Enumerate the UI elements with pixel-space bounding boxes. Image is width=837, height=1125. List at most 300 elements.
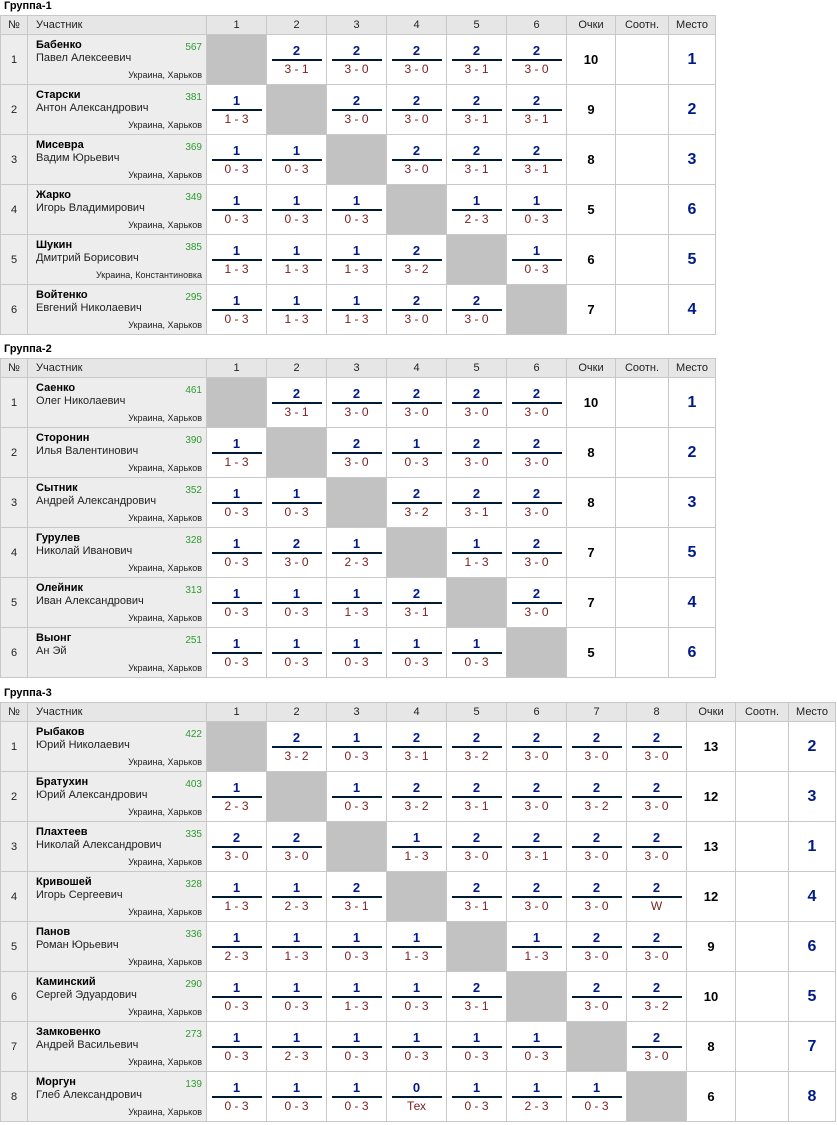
match-result-cell[interactable] (267, 722, 327, 772)
final-place: 5 (669, 235, 716, 285)
match-result-cell[interactable] (387, 85, 447, 135)
result-divider (212, 652, 262, 654)
participant-cell[interactable] (28, 528, 207, 578)
result-divider (332, 402, 382, 404)
match-points: 1 (292, 635, 301, 651)
match-result-cell[interactable] (507, 35, 567, 85)
match-result-cell[interactable] (327, 972, 387, 1022)
match-result-cell[interactable] (267, 872, 327, 922)
participant-surname[interactable]: Сытник (36, 482, 78, 494)
participant-rating: 295 (185, 292, 202, 303)
participant-cell[interactable] (28, 578, 207, 628)
match-score: 3 - 0 (524, 604, 549, 619)
participant-name: Ан Эй (36, 645, 67, 657)
ratio-cell (616, 235, 669, 285)
match-result-cell[interactable] (507, 428, 567, 478)
result-divider (572, 896, 622, 898)
result-divider (272, 209, 322, 211)
result-divider (272, 259, 322, 261)
row-number: 1 (1, 35, 28, 85)
match-score: 3 - 0 (584, 848, 609, 863)
match-result-cell[interactable] (207, 972, 267, 1022)
ratio-cell (616, 135, 669, 185)
row-number: 6 (1, 285, 28, 335)
match-score: 0 - 3 (224, 504, 249, 519)
result-divider (512, 1046, 562, 1048)
match-points: 2 (472, 385, 481, 401)
match-result-cell[interactable] (327, 528, 387, 578)
match-score: 3 - 2 (404, 504, 429, 519)
participant-cell[interactable] (28, 922, 207, 972)
participant-surname[interactable]: Старски (36, 89, 81, 101)
match-result-cell[interactable] (207, 578, 267, 628)
result-divider (272, 946, 322, 948)
match-result-cell[interactable] (327, 428, 387, 478)
match-result-cell[interactable] (507, 1072, 567, 1122)
match-result-cell[interactable] (507, 378, 567, 428)
match-result-cell[interactable] (507, 872, 567, 922)
match-points: 1 (232, 435, 241, 451)
self-match-cell (627, 1072, 687, 1122)
match-result-cell[interactable] (267, 922, 327, 972)
participant-cell[interactable] (28, 1022, 207, 1072)
match-score: 3 - 0 (464, 311, 489, 326)
match-result-cell[interactable] (207, 135, 267, 185)
match-result-cell[interactable] (507, 772, 567, 822)
match-points: 2 (412, 585, 421, 601)
result-divider (512, 1096, 562, 1098)
participant-surname[interactable]: Сторонин (36, 432, 90, 444)
match-result-cell[interactable] (327, 1022, 387, 1072)
participant-name: Олег Николаевич (36, 395, 126, 407)
match-result-cell[interactable] (207, 822, 267, 872)
participant-surname[interactable]: Войтенко (36, 289, 88, 301)
self-match-cell (447, 578, 507, 628)
table-row (1, 972, 836, 1022)
participant-rating: 139 (185, 1079, 202, 1090)
match-result-cell[interactable] (327, 85, 387, 135)
match-result-cell[interactable] (327, 35, 387, 85)
participant-rating: 335 (185, 829, 202, 840)
match-result-cell[interactable] (627, 822, 687, 872)
self-match-cell (507, 628, 567, 678)
match-score: 3 - 0 (224, 848, 249, 863)
match-result-cell[interactable] (387, 628, 447, 678)
participant-cell[interactable] (28, 872, 207, 922)
header-points: Очки (567, 16, 616, 35)
match-result-cell[interactable] (507, 135, 567, 185)
final-place: 8 (789, 1072, 836, 1122)
header-opponent-4: 4 (387, 359, 447, 378)
participant-cell[interactable] (28, 235, 207, 285)
header-ratio: Соотн. (616, 359, 669, 378)
match-result-cell[interactable] (207, 1072, 267, 1122)
match-result-cell[interactable] (507, 235, 567, 285)
result-divider (392, 1046, 442, 1048)
match-score: 3 - 2 (644, 998, 669, 1013)
result-divider (512, 796, 562, 798)
match-result-cell[interactable] (447, 428, 507, 478)
match-result-cell[interactable] (267, 1022, 327, 1072)
match-result-cell[interactable] (567, 972, 627, 1022)
match-points: 2 (472, 879, 481, 895)
result-divider (332, 946, 382, 948)
match-result-cell[interactable] (447, 628, 507, 678)
match-result-cell[interactable] (387, 35, 447, 85)
match-result-cell[interactable] (447, 378, 507, 428)
match-result-cell[interactable] (507, 722, 567, 772)
final-place: 6 (669, 185, 716, 235)
match-result-cell[interactable] (327, 872, 387, 922)
row-number: 5 (1, 922, 28, 972)
match-result-cell[interactable] (267, 972, 327, 1022)
match-result-cell[interactable] (387, 578, 447, 628)
result-divider (272, 996, 322, 998)
header-num: № (1, 359, 28, 378)
match-result-cell[interactable] (447, 185, 507, 235)
match-result-cell[interactable] (207, 85, 267, 135)
match-score: 1 - 3 (224, 454, 249, 469)
result-divider (212, 209, 262, 211)
match-score: 0 - 3 (344, 798, 369, 813)
match-result-cell[interactable] (507, 822, 567, 872)
match-result-cell[interactable] (387, 135, 447, 185)
match-result-cell[interactable] (267, 478, 327, 528)
participant-city: Украина, Харьков (128, 857, 202, 867)
match-result-cell[interactable] (267, 135, 327, 185)
match-result-cell[interactable] (267, 1072, 327, 1122)
match-result-cell[interactable] (387, 428, 447, 478)
match-points: 2 (412, 779, 421, 795)
match-points: 1 (352, 979, 361, 995)
participant-surname[interactable]: Гурулев (36, 532, 81, 544)
self-match-cell (387, 185, 447, 235)
match-result-cell[interactable] (627, 972, 687, 1022)
match-result-cell[interactable] (267, 578, 327, 628)
match-result-cell[interactable] (387, 1072, 447, 1122)
final-place: 4 (669, 285, 716, 335)
result-divider (452, 1046, 502, 1048)
match-result-cell[interactable] (387, 722, 447, 772)
match-result-cell[interactable] (447, 872, 507, 922)
participant-city: Украина, Харьков (128, 413, 202, 423)
match-result-cell[interactable] (327, 722, 387, 772)
group-title: Группа-2 (4, 343, 52, 355)
participant-rating: 390 (185, 435, 202, 446)
match-result-cell[interactable] (387, 478, 447, 528)
participant-surname[interactable]: Кривошей (36, 876, 92, 888)
match-result-cell[interactable] (327, 772, 387, 822)
header-num: № (1, 16, 28, 35)
match-result-cell[interactable] (507, 1022, 567, 1072)
match-result-cell[interactable] (567, 822, 627, 872)
participant-cell[interactable] (28, 35, 207, 85)
result-divider (572, 946, 622, 948)
match-result-cell[interactable] (447, 528, 507, 578)
participant-cell[interactable] (28, 285, 207, 335)
match-score: 3 - 1 (464, 898, 489, 913)
result-divider (512, 109, 562, 111)
match-result-cell[interactable] (447, 85, 507, 135)
participant-name: Иван Александрович (36, 595, 144, 607)
result-divider (332, 602, 382, 604)
match-result-cell[interactable] (267, 235, 327, 285)
match-score: 1 - 3 (284, 261, 309, 276)
match-result-cell[interactable] (387, 285, 447, 335)
row-number: 3 (1, 135, 28, 185)
match-result-cell[interactable] (387, 772, 447, 822)
participant-cell[interactable] (28, 972, 207, 1022)
match-score: 0 - 3 (284, 161, 309, 176)
match-result-cell[interactable] (327, 235, 387, 285)
match-points: 0 (412, 1079, 421, 1095)
match-result-cell[interactable] (387, 922, 447, 972)
match-points: 1 (472, 1079, 481, 1095)
match-result-cell[interactable] (567, 722, 627, 772)
result-divider (392, 452, 442, 454)
match-score: 0 - 3 (404, 1048, 429, 1063)
match-result-cell[interactable] (207, 772, 267, 822)
match-points: 1 (352, 1079, 361, 1095)
match-result-cell[interactable] (447, 1022, 507, 1072)
match-result-cell[interactable] (447, 285, 507, 335)
header-row (1, 16, 716, 35)
match-result-cell[interactable] (207, 478, 267, 528)
match-score: 0 - 3 (224, 604, 249, 619)
match-result-cell[interactable] (267, 35, 327, 85)
result-divider (272, 1046, 322, 1048)
match-result-cell[interactable] (267, 378, 327, 428)
match-score: 0 - 3 (344, 948, 369, 963)
match-points: 1 (232, 1029, 241, 1045)
match-score: 3 - 0 (404, 161, 429, 176)
participant-surname[interactable]: Панов (36, 926, 71, 938)
match-result-cell[interactable] (327, 285, 387, 335)
participant-cell[interactable] (28, 378, 207, 428)
match-score: 3 - 0 (524, 898, 549, 913)
total-points: 6 (687, 1072, 736, 1122)
participant-surname[interactable]: Шукин (36, 239, 73, 251)
match-score: 3 - 1 (404, 604, 429, 619)
row-number: 6 (1, 972, 28, 1022)
match-result-cell[interactable] (627, 872, 687, 922)
result-divider (332, 1096, 382, 1098)
match-result-cell[interactable] (507, 922, 567, 972)
participant-surname[interactable]: Выонг (36, 632, 72, 644)
table-row (1, 628, 716, 678)
match-result-cell[interactable] (207, 235, 267, 285)
result-divider (512, 452, 562, 454)
match-result-cell[interactable] (327, 378, 387, 428)
match-points: 1 (292, 1029, 301, 1045)
participant-surname[interactable]: Бабенко (36, 39, 82, 51)
participant-cell[interactable] (28, 478, 207, 528)
match-result-cell[interactable] (627, 922, 687, 972)
match-score: 3 - 1 (284, 61, 309, 76)
match-points: 2 (652, 779, 661, 795)
participant-surname[interactable]: Рыбаков (36, 726, 85, 738)
match-score: 3 - 0 (584, 748, 609, 763)
match-result-cell[interactable] (567, 1072, 627, 1122)
participant-cell[interactable] (28, 85, 207, 135)
header-participant: Участник (28, 16, 207, 35)
match-score: 2 - 3 (464, 211, 489, 226)
match-result-cell[interactable] (207, 872, 267, 922)
match-result-cell[interactable] (267, 528, 327, 578)
participant-surname[interactable]: Каминский (36, 976, 96, 988)
result-divider (572, 1096, 622, 1098)
match-points: 1 (412, 929, 421, 945)
match-result-cell[interactable] (567, 772, 627, 822)
participant-cell[interactable] (28, 772, 207, 822)
match-result-cell[interactable] (627, 1022, 687, 1072)
match-score: 2 - 3 (224, 948, 249, 963)
match-score: 2 - 3 (284, 898, 309, 913)
match-score: 3 - 1 (464, 61, 489, 76)
match-score: 3 - 0 (464, 454, 489, 469)
match-result-cell[interactable] (447, 722, 507, 772)
match-score: 1 - 3 (224, 898, 249, 913)
final-place: 2 (669, 85, 716, 135)
match-score: 0 - 3 (524, 211, 549, 226)
match-points: 2 (472, 729, 481, 745)
match-result-cell[interactable] (327, 1072, 387, 1122)
match-result-cell[interactable] (207, 528, 267, 578)
participant-name: Игорь Владимирович (36, 202, 145, 214)
match-points: 2 (472, 42, 481, 58)
match-result-cell[interactable] (507, 528, 567, 578)
match-score: 3 - 0 (344, 404, 369, 419)
result-divider (392, 746, 442, 748)
match-result-cell[interactable] (627, 722, 687, 772)
header-row (1, 703, 836, 722)
match-result-cell[interactable] (447, 972, 507, 1022)
participant-surname[interactable]: Замковенко (36, 1026, 101, 1038)
match-result-cell[interactable] (507, 478, 567, 528)
match-points: 2 (472, 92, 481, 108)
match-result-cell[interactable] (327, 922, 387, 972)
match-result-cell[interactable] (447, 772, 507, 822)
participant-cell[interactable] (28, 185, 207, 235)
match-result-cell[interactable] (567, 872, 627, 922)
match-result-cell[interactable] (387, 235, 447, 285)
participant-cell[interactable] (28, 1072, 207, 1122)
match-result-cell[interactable] (207, 1022, 267, 1072)
match-result-cell[interactable] (387, 378, 447, 428)
participant-city: Украина, Харьков (128, 613, 202, 623)
participant-name: Юрий Александрович (36, 789, 148, 801)
match-result-cell[interactable] (447, 1072, 507, 1122)
table-row (1, 772, 836, 822)
match-score: 3 - 1 (464, 161, 489, 176)
header-opponent-2: 2 (267, 16, 327, 35)
ratio-cell (616, 528, 669, 578)
match-result-cell[interactable] (567, 922, 627, 972)
match-score: 3 - 0 (644, 848, 669, 863)
header-num: № (1, 703, 28, 722)
match-score: 3 - 2 (404, 798, 429, 813)
match-result-cell[interactable] (387, 1022, 447, 1072)
match-result-cell[interactable] (327, 578, 387, 628)
match-result-cell[interactable] (267, 628, 327, 678)
match-result-cell[interactable] (387, 972, 447, 1022)
match-result-cell[interactable] (507, 578, 567, 628)
row-number: 3 (1, 478, 28, 528)
match-result-cell[interactable] (207, 185, 267, 235)
match-result-cell[interactable] (387, 822, 447, 872)
match-result-cell[interactable] (447, 478, 507, 528)
match-result-cell[interactable] (267, 185, 327, 235)
match-result-cell[interactable] (327, 185, 387, 235)
participant-surname[interactable]: Жарко (36, 189, 71, 201)
result-divider (572, 796, 622, 798)
participant-surname[interactable]: Мисевра (36, 139, 84, 151)
final-place: 5 (669, 528, 716, 578)
match-result-cell[interactable] (267, 822, 327, 872)
participant-surname[interactable]: Саенко (36, 382, 76, 394)
match-points: 1 (232, 979, 241, 995)
match-points: 2 (652, 879, 661, 895)
match-result-cell[interactable] (627, 772, 687, 822)
participant-name: Игорь Сергеевич (36, 889, 123, 901)
match-points: 2 (352, 92, 361, 108)
match-result-cell[interactable] (207, 285, 267, 335)
match-points: 2 (592, 929, 601, 945)
result-divider (392, 846, 442, 848)
match-points: 1 (352, 292, 361, 308)
match-points: 1 (412, 635, 421, 651)
table-row (1, 578, 716, 628)
self-match-cell (387, 872, 447, 922)
participant-surname[interactable]: Моргун (36, 1076, 76, 1088)
match-score: Тех (406, 1098, 427, 1113)
match-result-cell[interactable] (267, 285, 327, 335)
row-number: 1 (1, 378, 28, 428)
table-row (1, 822, 836, 872)
participant-surname[interactable]: Братухин (36, 776, 89, 788)
match-result-cell[interactable] (447, 35, 507, 85)
self-match-cell (567, 1022, 627, 1072)
match-score: 3 - 0 (524, 61, 549, 76)
match-result-cell[interactable] (207, 628, 267, 678)
match-result-cell[interactable] (447, 135, 507, 185)
match-score: 0 - 3 (284, 504, 309, 519)
match-result-cell[interactable] (507, 85, 567, 135)
participant-surname[interactable]: Олейник (36, 582, 84, 594)
participant-surname[interactable]: Плахтеев (36, 826, 88, 838)
ratio-cell (736, 822, 789, 872)
participant-cell[interactable] (28, 722, 207, 772)
participant-cell[interactable] (28, 822, 207, 872)
result-divider (332, 309, 382, 311)
self-match-cell (207, 378, 267, 428)
match-result-cell[interactable] (207, 428, 267, 478)
match-result-cell[interactable] (447, 822, 507, 872)
row-number: 5 (1, 235, 28, 285)
match-points: 2 (652, 929, 661, 945)
result-divider (572, 996, 622, 998)
total-points: 5 (567, 628, 616, 678)
match-score: 3 - 0 (524, 504, 549, 519)
participant-cell[interactable] (28, 428, 207, 478)
participant-cell[interactable] (28, 135, 207, 185)
participant-cell[interactable] (28, 628, 207, 678)
match-result-cell[interactable] (207, 922, 267, 972)
result-divider (392, 309, 442, 311)
match-result-cell[interactable] (507, 185, 567, 235)
match-result-cell[interactable] (327, 628, 387, 678)
match-score: 3 - 2 (404, 261, 429, 276)
